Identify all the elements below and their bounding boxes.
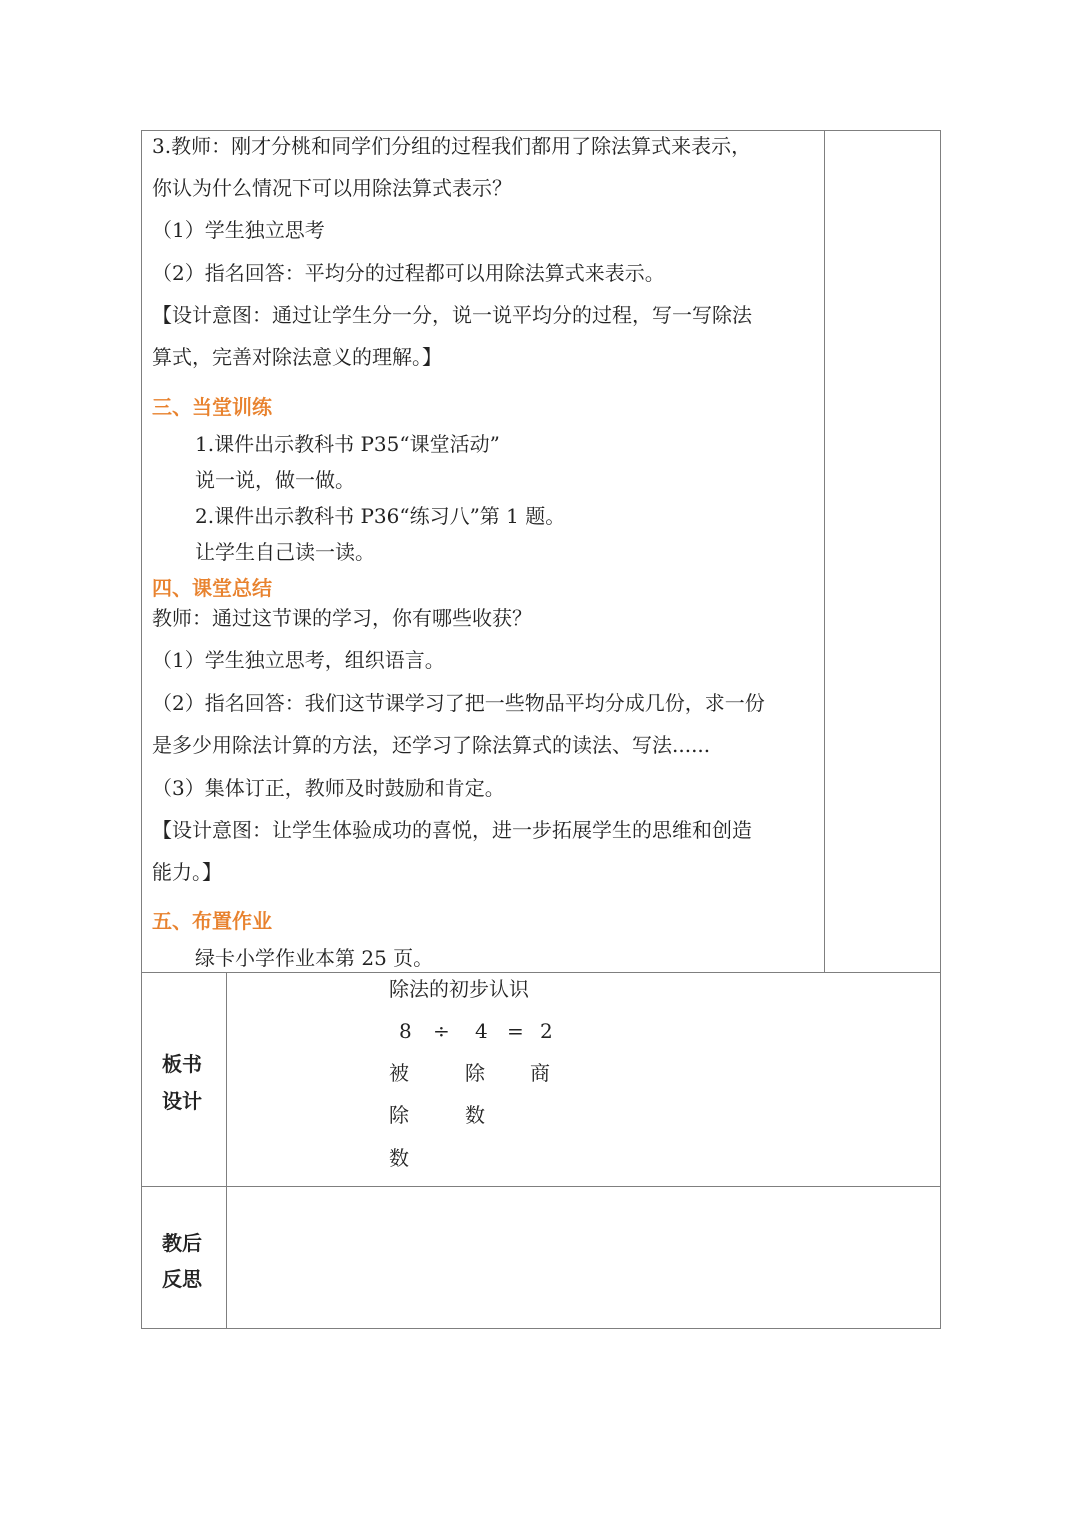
reflection-content-cell: [227, 1187, 940, 1328]
section4-line-4: 是多少用除法计算的方法，还学习了除法算式的读法、写法......: [152, 733, 711, 757]
table-border-bottom: [141, 1328, 941, 1329]
equation-equals: =: [507, 1019, 524, 1043]
section3-line-1: 1.课件出示教科书 P35“课堂活动”: [195, 432, 500, 456]
equation-quotient: 2: [540, 1019, 553, 1043]
reflection-label-line2: 反思: [162, 1267, 202, 1291]
lesson-line-2: 你认为什么情况下可以用除法算式表示？: [152, 176, 512, 200]
quotient-label: 商: [530, 1061, 550, 1085]
board-label-line2: 设计: [162, 1089, 202, 1113]
dividend-label-char-2: 除: [389, 1103, 409, 1127]
board-label-line1: 板书: [162, 1052, 202, 1076]
section3-line-3: 2.课件出示教科书 P36“练习八”第 1 题。: [195, 504, 566, 528]
section3-line-2: 说一说，做一做。: [195, 468, 355, 492]
lesson-line-6: 算式，完善对除法意义的理解。】: [152, 345, 442, 369]
section3-heading: 三、当堂训练: [152, 395, 272, 419]
section4-line-3: （2）指名回答：我们这节课学习了把一些物品平均分成几份，求一份: [152, 691, 765, 715]
lesson-line-5: 【设计意图：通过让学生分一分，说一说平均分的过程，写一写除法: [152, 303, 752, 327]
equation-dividend: 8: [399, 1019, 412, 1043]
lesson-line-1: 3.教师：刚才分桃和同学们分组的过程我们都用了除法算式来表示，: [152, 134, 752, 158]
lesson-line-4: （2）指名回答：平均分的过程都可以用除法算式来表示。: [152, 261, 665, 285]
section4-line-1: 教师：通过这节课的学习，你有哪些收获？: [152, 606, 532, 630]
table-border-top: [141, 130, 941, 131]
section5-heading: 五、布置作业: [152, 909, 272, 933]
section4-line-6: 【设计意图：让学生体验成功的喜悦，进一步拓展学生的思维和创造: [152, 818, 752, 842]
section4-line-2: （1）学生独立思考，组织语言。: [152, 648, 445, 672]
lesson-line-3: （1）学生独立思考: [152, 218, 325, 242]
section3-line-4: 让学生自己读一读。: [195, 540, 375, 564]
divisor-label-char-2: 数: [465, 1103, 485, 1127]
section4-heading: 四、课堂总结: [152, 576, 272, 600]
row-divider-board: [141, 972, 941, 973]
section4-line-5: （3）集体订正，教师及时鼓励和肯定。: [152, 776, 505, 800]
divisor-label-char-1: 除: [465, 1061, 485, 1085]
equation-divisor: 4: [475, 1019, 488, 1043]
column-divider-notes: [824, 130, 825, 973]
dividend-label-char-3: 数: [389, 1146, 409, 1170]
section4-line-7: 能力。】: [152, 860, 222, 884]
table-border-left: [141, 130, 142, 1329]
section5-line-1: 绿卡小学作业本第 25 页。: [195, 946, 434, 970]
dividend-label-char-1: 被: [389, 1061, 409, 1085]
reflection-label-line1: 教后: [162, 1231, 202, 1255]
equation-operator: ÷: [433, 1019, 450, 1043]
table-border-right: [940, 130, 941, 1329]
board-title: 除法的初步认识: [389, 977, 529, 1001]
